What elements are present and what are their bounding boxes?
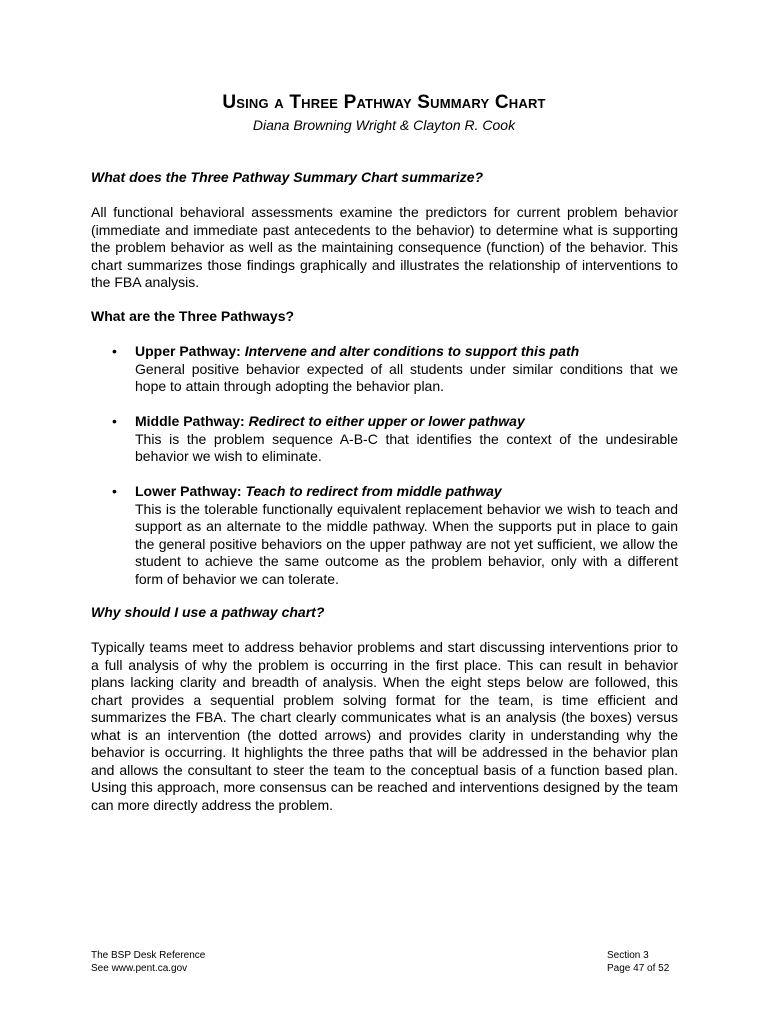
bullet-marker: • <box>112 483 117 499</box>
footer-left <box>91 950 205 975</box>
bullet-text: This is the tolerable functionally equivalent replacement behavior we wish to teach and support as an alternate to the middle pathway. When the supports put in place to gain the general positive behaviors on the upper pathway are not yet sufficient, we allow the student to achieve the same outcome as the problem behavior, only with a different form of behavior we can tolerate. <box>135 500 678 587</box>
bullet-upper-pathway <box>135 343 678 396</box>
footer-website: See www.pent.ca.gov <box>91 962 188 974</box>
bullet-subtitle: Intervene and alter conditions to support this path <box>244 343 580 359</box>
bullet-text: This is the problem sequence A-B-C that identifies the context of the undesirable behavior we wish to eliminate. <box>135 430 678 464</box>
bullet-label: Upper Pathway: <box>135 343 241 359</box>
bullet-subtitle: Redirect to either upper or lower pathway <box>248 413 525 429</box>
footer-section: Section 3 <box>607 950 649 961</box>
bullet-marker: • <box>112 343 117 359</box>
question-three-pathways: What are the Three Pathways? <box>91 308 295 324</box>
bullet-lower-pathway <box>135 483 678 588</box>
question-why-use: Why should I use a pathway chart? <box>91 604 325 620</box>
bullet-label: Lower Pathway: <box>135 483 242 499</box>
bullet-middle-pathway <box>135 413 678 466</box>
footer-reference: The BSP Desk Reference <box>91 950 206 961</box>
footer-page-number: Page 47 of 52 <box>607 962 670 974</box>
authors: Diana Browning Wright & Clayton R. Cook <box>252 117 516 133</box>
bullet-label: Middle Pathway: <box>135 413 245 429</box>
bullet-subtitle: Teach to redirect from middle pathway <box>245 483 502 499</box>
bullet-text: General positive behavior expected of all students under similar conditions that we hope to attain through adopting the behavior plan. <box>135 360 678 394</box>
paragraph-why-use: Typically teams meet to address behavior problems and start discussing interventions prior to a full analysis of why the problem is occurring in the first place. This can result in behavior plans lacking clarity and breadth of analysis. When the eight steps below are followed, this chart provides a sequential problem solving format for the team, is time efficient and summarizes the FBA. The chart clearly communicates what is an analysis (the boxes) versus what is an intervention (the dotted arrows) and provides clarity in understanding why the behavior is occurring. It highlights the three paths that will be addressed in the behavior plan and allows the consultant to steer the team to the conceptual basis of a function based plan. Using this approach, more consensus can be reached and interventions designed by the team can more directly address the problem. <box>91 639 678 813</box>
page-title: Using a Three Pathway Summary Chart <box>222 92 546 113</box>
question-summarize: What does the Three Pathway Summary Chart summarize? <box>91 169 484 185</box>
bullet-marker: • <box>112 413 117 429</box>
footer-right <box>607 950 669 975</box>
paragraph-summarize: All functional behavioral assessments examine the predictors for current problem behavior (immediate and immediate past antecedents to the behavior) to determine what is supporting the problem behavior as well as the maintaining consequence (function) of the behavior. This chart summarizes those findings graphically and illustrates the relationship of interventions to the FBA analysis. <box>91 204 678 290</box>
